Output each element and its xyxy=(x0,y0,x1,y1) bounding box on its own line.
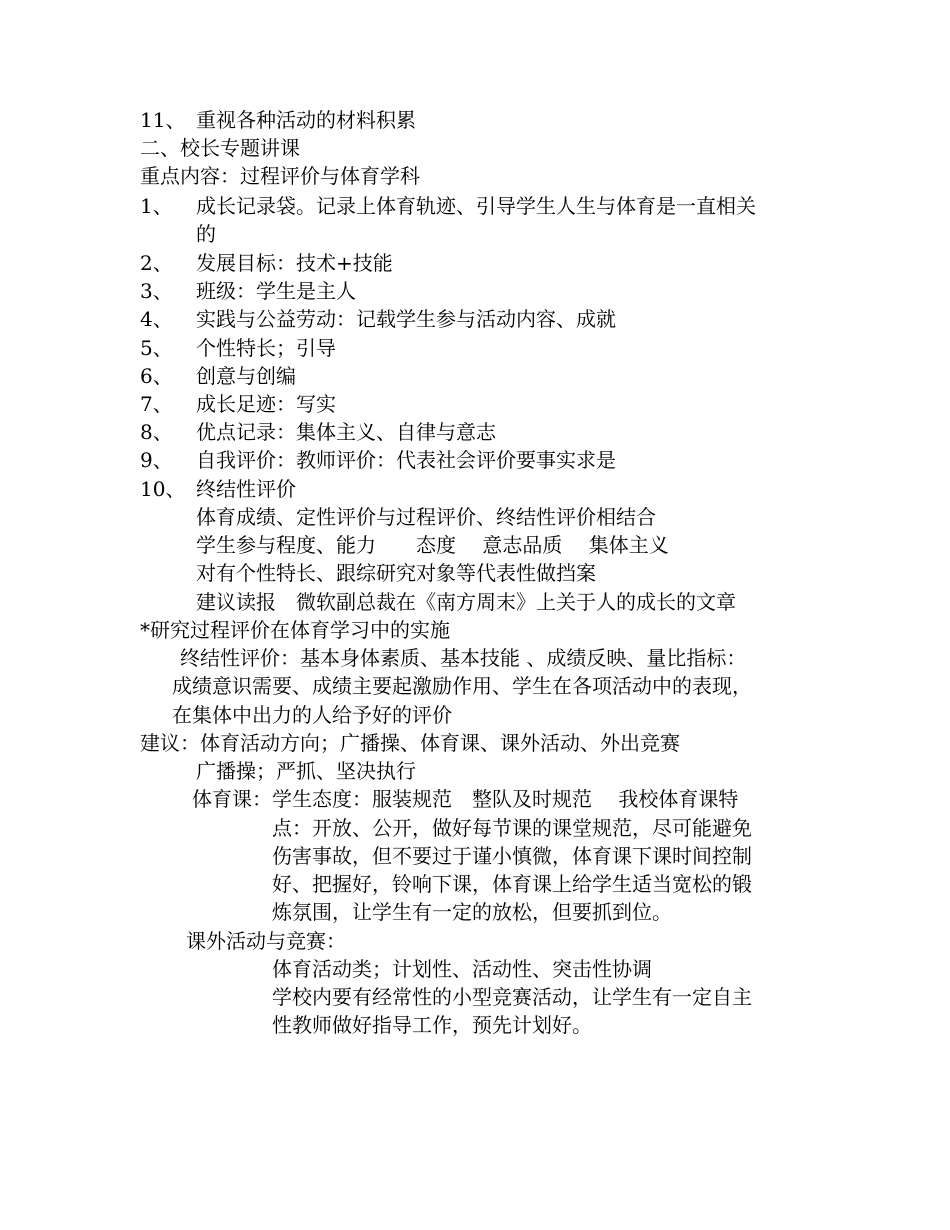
text-line: 好、把握好，铃响下课，体育课上给学生适当宽松的锻 xyxy=(272,872,752,896)
text-line: 体育课：学生态度：服装规范 整队及时规范 我校体育课特 xyxy=(192,787,739,811)
text-line: 建议读报 微软副总裁在《南方周末》上关于人的成长的文章 xyxy=(196,590,736,614)
item-number-5: 5、 xyxy=(140,336,173,360)
text-line: 的 xyxy=(196,222,216,246)
text-line: 炼氛围，让学生有一定的放松，但要抓到位。 xyxy=(272,900,672,924)
item-number-8: 8、 xyxy=(140,420,173,444)
text-line: 体育活动类；计划性、活动性、突击性协调 xyxy=(272,957,652,981)
text-line: 个性特长；引导 xyxy=(196,336,336,360)
item-number-4: 4、 xyxy=(140,307,173,331)
item-number-2: 2、 xyxy=(140,251,173,275)
text-line: 学生参与程度、能力 态度 意志品质 集体主义 xyxy=(196,533,669,557)
text-line: 伤害事故，但不要过于谨小慎微，体育课下课时间控制 xyxy=(272,844,752,868)
text-line: 成绩意识需要、成绩主要起激励作用、学生在各项活动中的表现， xyxy=(172,674,752,698)
text-line: 建议：体育活动方向；广播操、体育课、课外活动、外出竞赛 xyxy=(140,731,680,755)
text-line: 在集体中出力的人给予好的评价 xyxy=(172,703,452,727)
text-line: 学校内要有经常性的小型竞赛活动，让学生有一定自主 xyxy=(272,985,752,1009)
text-line: 广播操；严抓、坚决执行 xyxy=(196,759,416,783)
item-number-11: 11、 xyxy=(140,108,186,132)
text-line: 成长足迹：写实 xyxy=(196,392,336,416)
text-line: 课外活动与竞赛： xyxy=(186,929,346,953)
text-line: 创意与创编 xyxy=(196,364,296,388)
text-line: 优点记录：集体主义、自律与意志 xyxy=(196,420,496,444)
text-line: *研究过程评价在体育学习中的实施 xyxy=(140,618,450,642)
text-line: 终结性评价 xyxy=(196,477,296,501)
item-number-10: 10、 xyxy=(140,477,186,501)
section-heading: 二、校长专题讲课 xyxy=(140,136,300,160)
text-line: 体育成绩、定性评价与过程评价、终结性评价相结合 xyxy=(196,505,656,529)
item-number-6: 6、 xyxy=(140,364,173,388)
item-number-7: 7、 xyxy=(140,392,173,416)
item-number-3: 3、 xyxy=(140,279,173,303)
text-line: 重点内容：过程评价与体育学科 xyxy=(140,164,420,188)
text-line: 发展目标：技术+技能 xyxy=(196,251,393,275)
text-line: 成长记录袋。记录上体育轨迹、引导学生人生与体育是一直相关 xyxy=(196,194,756,218)
text-line: 重视各种活动的材料积累 xyxy=(196,108,416,132)
text-line: 点：开放、公开，做好每节课的课堂规范，尽可能避免 xyxy=(272,816,752,840)
text-line: 自我评价：教师评价：代表社会评价要事实求是 xyxy=(196,448,616,472)
text-line: 终结性评价：基本身体素质、基本技能 、成绩反映、量比指标： xyxy=(180,646,747,670)
text-line: 实践与公益劳动：记载学生参与活动内容、成就 xyxy=(196,307,616,331)
text-line: 对有个性特长、跟综研究对象等代表性做挡案 xyxy=(196,561,596,585)
item-number-9: 9、 xyxy=(140,448,173,472)
item-number-1: 1、 xyxy=(140,194,173,218)
text-line: 性教师做好指导工作，预先计划好。 xyxy=(272,1013,592,1037)
text-line: 班级：学生是主人 xyxy=(196,279,356,303)
